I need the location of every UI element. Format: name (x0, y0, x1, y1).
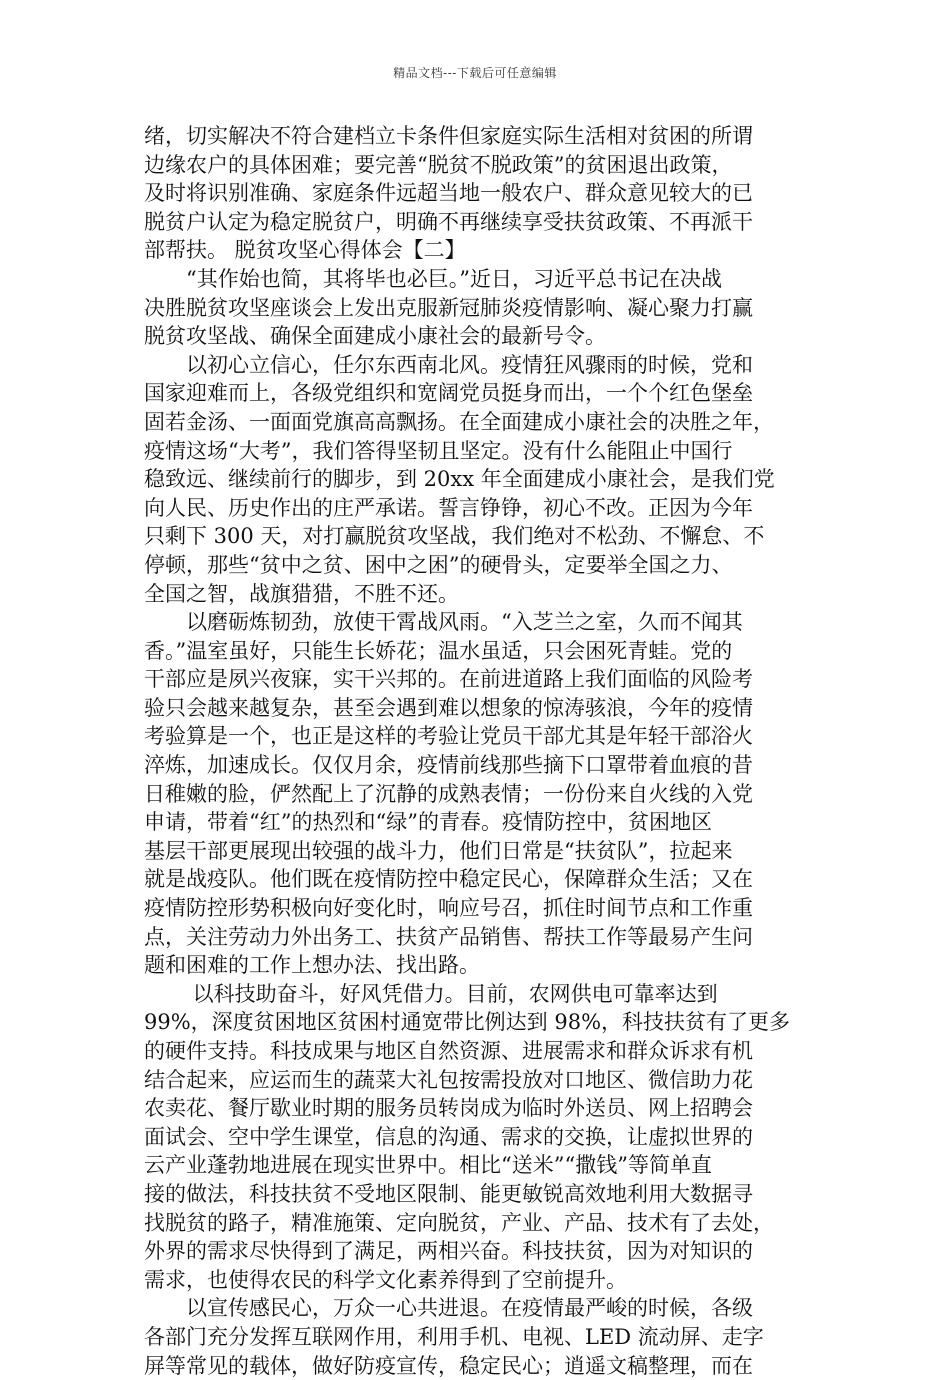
text-line: 脱贫户认定为稳定脱贫户，明确不再继续享受扶贫政策、不再派干 (144, 209, 753, 234)
text-line: 结合起来，应运而生的蔬菜大礼包按需投放对口地区、微信助力花 (144, 1067, 753, 1092)
text-line: 决胜脱贫攻坚座谈会上发出克服新冠肺炎疫情影响、凝心聚力打赢 (144, 295, 753, 320)
text-line: 全国之智，战旗猎猎，不胜不还。 (144, 581, 459, 606)
text-line: 屏等常见的载体，做好防疫宣传，稳定民心；逍遥文稿整理，而在 (144, 1353, 753, 1378)
text-line: 以初心立信心，任尔东西南北风。疫情狂风骤雨的时候，党和 (144, 352, 753, 377)
text-line: 干部应是夙兴夜寐，实干兴邦的。在前进道路上我们面临的风险考 (144, 667, 753, 692)
text-line: 云产业蓬勃地进展在现实世界中。相比“送米”“撒钱”等简单直 (144, 1153, 712, 1178)
text-line: 考验算是一个，也正是这样的考验让党员干部尤其是年轻干部浴火 (144, 724, 753, 749)
text-line: 的硬件支持。科技成果与地区自然资源、进展需求和群众诉求有机 (144, 1039, 753, 1063)
text-line: 日稚嫩的脸，俨然配上了沉静的成熟表情；一份份来自火线的入党 (144, 781, 753, 806)
text-line: 99%，深度贫困地区贫困村通宽带比例达到 98%，科技扶贫有了更多 (144, 1010, 791, 1035)
text-line: 点，关注劳动力外出务工、扶贫产品销售、帮扶工作等最易产生问 (144, 924, 753, 949)
text-line: 只剩下 300 天，对打赢脱贫攻坚战，我们绝对不松劲、不懈怠、不 (144, 524, 765, 549)
text-line: 验只会越来越复杂，甚至会遇到难以想象的惊涛骇浪，今年的疫情 (144, 695, 753, 720)
text-line: 疫情这场“大考”，我们答得坚韧且坚定。没有什么能阻止中国行 (144, 438, 733, 463)
text-line: 国家迎难而上，各级党组织和宽阔党员挺身而出，一个个红色堡垒 (144, 381, 753, 406)
text-line: 向人民、历史作出的庄严承诺。誓言铮铮，初心不改。正因为今年 (144, 495, 753, 520)
text-line: 边缘农户的具体困难；要完善“脱贫不脱政策”的贫困退出政策， (144, 152, 733, 177)
text-line: 停顿，那些“贫中之贫、困中之困”的硬骨头，定要举全国之力、 (144, 552, 733, 577)
text-line: 香。”温室虽好，只能生长娇花；温水虽适，只会困死青蛙。党的 (144, 638, 733, 663)
text-line: 绪，切实解决不符合建档立卡条件但家庭实际生活相对贫困的所谓 (144, 124, 753, 148)
text-line: 以科技助奋斗，好风凭借力。目前，农网供电可靠率达到 (144, 981, 718, 1006)
text-line: 部帮扶。 脱贫攻坚心得体会【二】 (144, 238, 466, 263)
text-line: “其作始也简，其将毕也必巨。”近日，习近平总书记在决战 (144, 266, 722, 291)
text-line: 申请，带着“红”的热烈和“绿”的青春。疫情防控中，贫困地区 (144, 810, 712, 835)
text-line: 接的做法，科技扶贫不受地区限制、能更敏锐高效地利用大数据寻 (144, 1181, 753, 1206)
text-line: 基层干部更展现出较强的战斗力，他们日常是“扶贫队”，拉起来 (144, 838, 733, 863)
text-line: 外界的需求尽快得到了满足，两相兴奋。科技扶贫，因为对知识的 (144, 1239, 753, 1264)
text-line: 稳致远、继续前行的脚步，到 20xx 年全面建成小康社会，是我们党 (144, 467, 775, 492)
text-line: 疫情防控形势积极向好变化时，响应号召，抓住时间节点和工作重 (144, 896, 753, 921)
text-line: 找脱贫的路子，精准施策、定向脱贫，产业、产品、技术有了去处， (144, 1210, 774, 1235)
text-line: 需求，也使得农民的科学文化素养得到了空前提升。 (144, 1267, 627, 1292)
text-line: 及时将识别准确、家庭条件远超当地一般农户、群众意见较大的已 (144, 181, 753, 206)
text-line: 题和困难的工作上想办法、找出路。 (144, 953, 480, 978)
text-line: 脱贫攻坚战、确保全面建成小康社会的最新号令。 (144, 324, 606, 349)
text-line: 固若金汤、一面面党旗高高飘扬。在全面建成小康社会的决胜之年， (144, 409, 774, 434)
text-line: 就是战疫队。他们既在疫情防控中稳定民心，保障群众生活；又在 (144, 867, 753, 892)
text-line: 以磨砺炼韧劲，放使干霄战风雨。“入芝兰之室，久而不闻其 (144, 610, 743, 635)
text-line: 淬炼，加速成长。仅仅月余，疫情前线那些摘下口罩带着血痕的昔 (144, 753, 753, 778)
text-line: 农卖花、餐厅歇业时期的服务员转岗成为临时外送员、网上招聘会 (144, 1096, 753, 1121)
text-line: 各部门充分发挥互联网作用，利用手机、电视、LED 流动屏、走字 (144, 1324, 764, 1349)
text-line: 面试会、空中学生课堂，信息的沟通、需求的交换，让虚拟世界的 (144, 1124, 753, 1149)
page-header: 精品文档---下载后可任意编辑 (393, 66, 557, 80)
text-line: 以宣传感民心，万众一心共进退。在疫情最严峻的时候，各级 (144, 1296, 753, 1321)
document-body (144, 122, 808, 1380)
